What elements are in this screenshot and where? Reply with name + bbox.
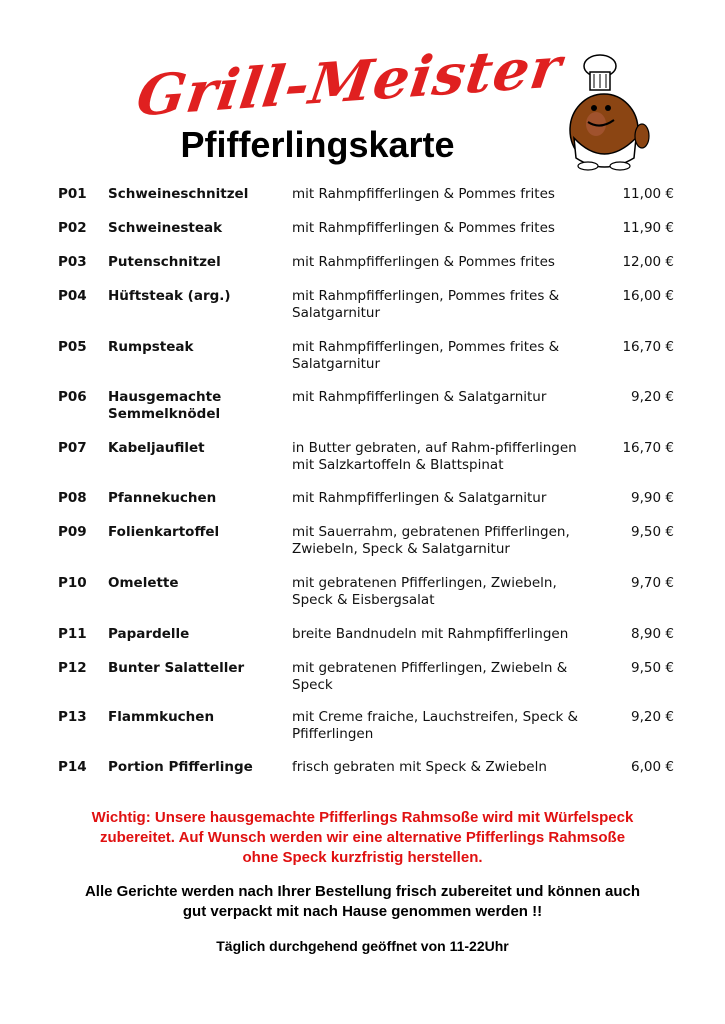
item-description: mit Rahmpfifferlingen & Pommes frites	[292, 186, 555, 202]
item-name: Rumpsteak	[108, 339, 194, 355]
item-name: Schweineschnitzel	[108, 186, 249, 202]
item-description: mit Rahmpfifferlingen & Pommes frites	[292, 254, 555, 270]
warning-line: zubereitet. Auf Wunsch werden wir eine alternative Pfifferlings Rahmsoße	[99, 829, 626, 846]
takeaway-info	[0, 882, 725, 922]
item-price: 9,20 €	[631, 709, 674, 725]
item-description: mit gebratenen Pfifferlingen, Zwiebeln & Speck	[292, 660, 568, 693]
item-price: 9,70 €	[631, 575, 674, 591]
item-description: mit Creme fraiche, Lauchstreifen, Speck & Pfifferlingen	[292, 709, 579, 742]
item-description: mit Rahmpfifferlingen, Pommes frites & Salatgarnitur	[292, 339, 560, 372]
page-title: Pfifferlingskarte	[180, 124, 455, 165]
grill-meister-logo	[132, 34, 567, 130]
item-name: Pfannekuchen	[108, 490, 217, 506]
item-code: P02	[58, 220, 87, 236]
item-name: Flammkuchen	[108, 709, 215, 725]
item-price: 9,20 €	[631, 389, 674, 405]
item-name: Papardelle	[108, 626, 190, 642]
item-code: P04	[58, 288, 87, 304]
item-description: mit Rahmpfifferlingen & Salatgarnitur	[292, 490, 547, 506]
item-name: Putenschnitzel	[108, 254, 221, 270]
item-name: Hüftsteak (arg.)	[108, 288, 231, 304]
item-code: P10	[58, 575, 87, 591]
item-price: 11,90 €	[622, 220, 674, 236]
info-line: Alle Gerichte werden nach Ihrer Bestellung frisch zubereitet und können auch	[84, 883, 641, 900]
item-price: 12,00 €	[622, 254, 674, 270]
item-name: Folienkartoffel	[108, 524, 220, 540]
speck-warning	[0, 808, 725, 868]
item-price: 9,50 €	[631, 660, 674, 676]
opening-hours: Täglich durchgehend geöffnet von 11-22Uhr	[216, 938, 509, 954]
item-code: P08	[58, 490, 87, 506]
item-price: 6,00 €	[631, 759, 674, 775]
item-code: P11	[58, 626, 87, 642]
item-description: breite Bandnudeln mit Rahmpfifferlingen	[292, 626, 569, 642]
item-code: P01	[58, 186, 87, 202]
item-price: 16,70 €	[622, 339, 674, 355]
item-code: P12	[58, 660, 87, 676]
item-code: P14	[58, 759, 87, 775]
item-code: P05	[58, 339, 87, 355]
item-price: 8,90 €	[631, 626, 674, 642]
item-name: Schweinesteak	[108, 220, 223, 236]
info-line: gut verpackt mit nach Hause genommen werden !!	[182, 903, 543, 920]
logo-text: Grill-Meister	[132, 34, 567, 130]
item-name: Kabeljaufilet	[108, 440, 205, 456]
warning-line: ohne Speck kurzfristig herstellen.	[242, 849, 483, 866]
item-code: P07	[58, 440, 87, 456]
item-description: mit Sauerrahm, gebratenen Pfifferlingen, Zwiebeln, Speck & Salatgarnitur	[292, 524, 570, 557]
item-name: Hausgemachte Semmelknödel	[108, 389, 222, 422]
item-name: Bunter Salatteller	[108, 660, 245, 676]
warning-line: Wichtig: Unsere hausgemachte Pfifferlings Rahmsoße wird mit Würfelspeck	[91, 809, 634, 826]
item-description: mit gebratenen Pfifferlingen, Zwiebeln, Speck & Eisbergsalat	[292, 575, 557, 608]
item-price: 16,70 €	[622, 440, 674, 456]
item-code: P03	[58, 254, 87, 270]
item-code: P09	[58, 524, 87, 540]
item-name: Portion Pfifferlinge	[108, 759, 253, 775]
item-description: mit Rahmpfifferlingen & Pommes frites	[292, 220, 555, 236]
item-code: P13	[58, 709, 87, 725]
item-description: frisch gebraten mit Speck & Zwiebeln	[292, 759, 547, 775]
item-price: 9,90 €	[631, 490, 674, 506]
item-code: P06	[58, 389, 87, 405]
item-price: 16,00 €	[622, 288, 674, 304]
item-price: 9,50 €	[631, 524, 674, 540]
item-description: mit Rahmpfifferlingen, Pommes frites & Salatgarnitur	[292, 288, 560, 321]
item-description: mit Rahmpfifferlingen & Salatgarnitur	[292, 389, 547, 405]
item-name: Omelette	[108, 575, 179, 591]
item-price: 11,00 €	[622, 186, 674, 202]
item-description: in Butter gebraten, auf Rahm-pfifferlingen mit Salzkartoffeln & Blattspinat	[292, 440, 577, 473]
